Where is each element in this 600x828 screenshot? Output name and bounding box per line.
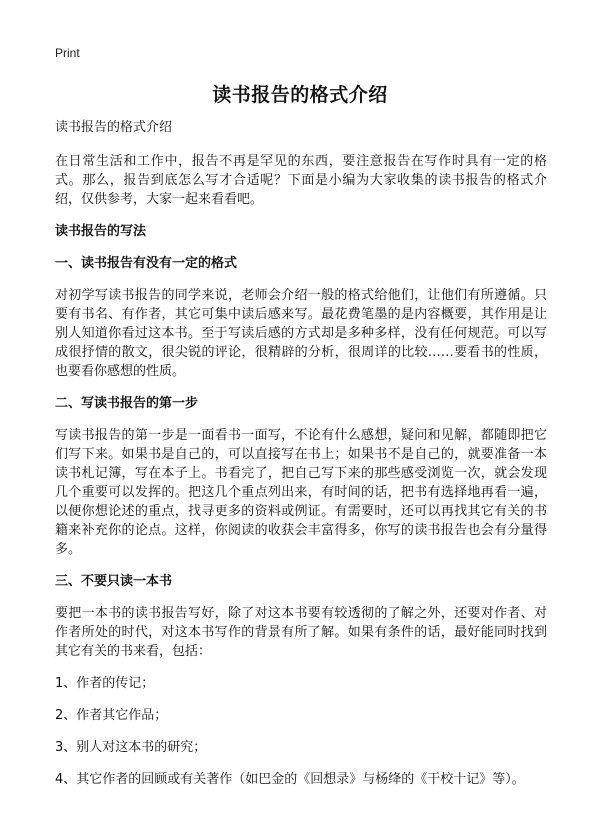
section3-heading: 三、不要只读一本书 [55,574,173,589]
list-item: 2、作者其它作品； [55,708,168,723]
article-subtitle: 读书报告的格式介绍 [55,120,173,135]
section3-paragraph: 要把一本书的读书报告写好，除了对这本书要有较透彻的了解之外，还要对作者、对作者所处的时代，对这本书写作的背景有所了解。如果有条件的话，最好能同时找到其它有关的书来看，包括： [55,606,547,659]
section2-heading: 二、写读书报告的第一步 [55,396,199,411]
list-item: 4、其它作者的回顾或有关著作（如巴金的《回想录》与杨绛的《干校十记》等）。 [55,772,525,787]
section1-heading: 一、读书报告有没有一定的格式 [55,256,238,271]
article-body [55,118,547,802]
list-item: 3、别人对这本书的研究； [55,740,207,755]
section1-paragraph: 对初学写读书报告的同学来说，老师会介绍一般的格式给他们，让他们有所遵循。只要有书名、有作者，其它可集中读后感来写。最花费笔墨的是内容概要，其作用是让别人知道你看过这本书。至于写读后感的方式却是多种多样，没有任何规范。可以写成很抒情的散文，很尖锐的评论，很精辟的分析，很周详的比较……要看书的性质，也要看你感想的性质。 [55,288,547,379]
section-main-heading: 读书报告的写法 [55,224,147,239]
page-title: 读书报告的格式介绍 [212,84,388,106]
print-link[interactable]: Print [55,46,80,60]
section2-paragraph: 写读书报告的第一步是一面看书一面写，不论有什么感想，疑问和见解，都随即把它们写下来。如果书是自己的，可以直接写在书上；如果书不是自己的，就要准备一本读书札记簿，写在本子上。书看完了，把自己写下来的那些感受浏览一次，就会发现几个重要可以发挥的。把这几个重点列出来，有时间的话，把书有选择地再看一遍，以便你想论述的重点，找寻更多的资料或例证。有需要时，还可以再找其它有关的书籍来补充你的论点。这样，你阅读的收获会丰富得多，你写的读书报告也会有分量得多。 [55,428,547,557]
intro-paragraph: 在日常生活和工作中，报告不再是罕见的东西，要注意报告在写作时具有一定的格式。那么，报告到底怎么写才合适呢？下面是小编为大家收集的读书报告的格式介绍，仅供参考，大家一起来看看吧。 [55,154,547,207]
list-item: 1、作者的传记； [55,676,155,691]
